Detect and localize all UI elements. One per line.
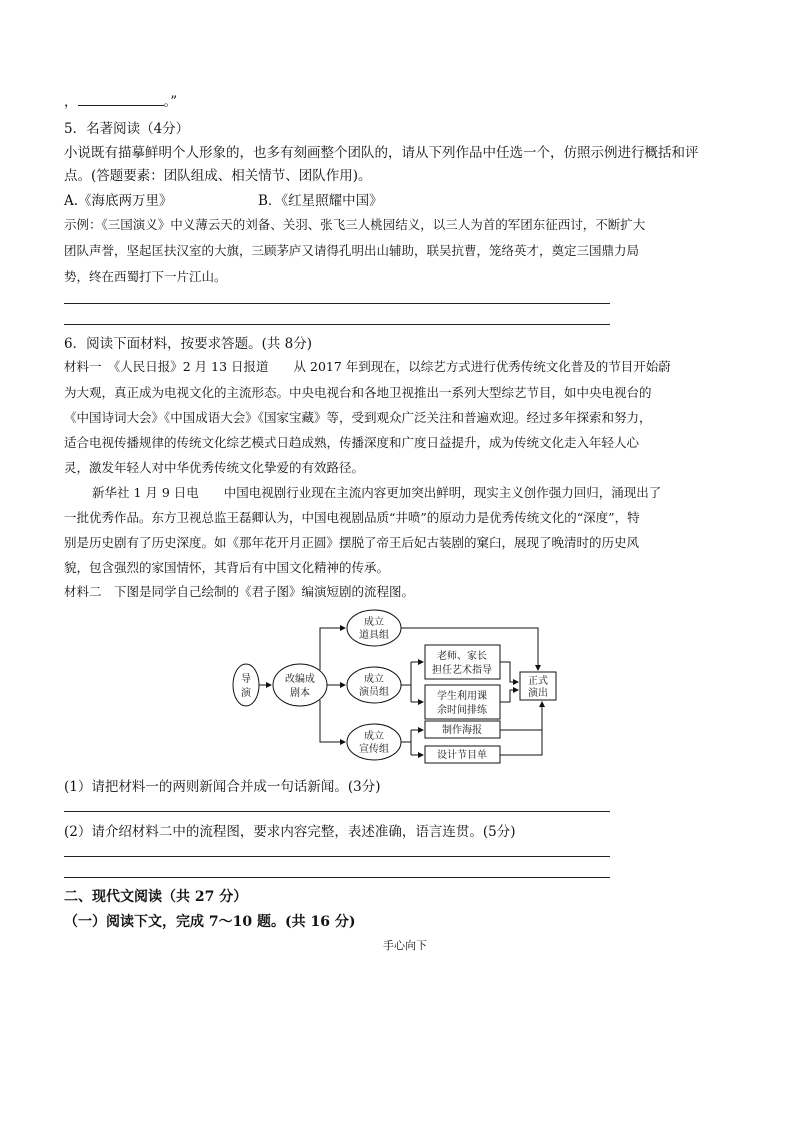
label-props-2: 道具组 <box>359 630 389 641</box>
q5-option-b: B．《红星照耀中国》 <box>258 193 383 209</box>
material1-line7: 一批优秀作品。东方卫视总监王磊卿认为，中国电视剧品质“井喷”的原动力是优秀传统文化的“深度”，特 <box>64 510 640 525</box>
q5-prompt-line1: 小说既有描摹鲜明个人形象的，也多有刻画整个团队的，请从下列作品中任选一个，仿照示例进行概括和评 <box>64 145 699 161</box>
label-adapt-1: 改编成 <box>285 674 315 685</box>
q5-title: 5．名著阅读（4分） <box>64 121 190 137</box>
comma: ， <box>64 94 78 110</box>
material1-line3: 《中国诗词大会》《中国成语大会》《国家宝藏》等，受到观众广泛关注和普遍欢迎。经过多年探索和努力， <box>64 410 652 425</box>
label-director-2: 演 <box>241 688 251 699</box>
answer-line[interactable] <box>64 303 610 304</box>
label-perform-2: 演出 <box>528 688 548 699</box>
label-publicity-1: 成立 <box>364 731 384 742</box>
label-publicity-2: 宣传组 <box>359 744 389 755</box>
material1-line2: 为大观，真正成为电视文化的主流形态。中央电视台和各地卫视推出一系列大型综艺节目，如中央电视台的 <box>64 385 652 400</box>
q5-example-line2: 团队声誉，坚起匡扶汉室的大旗，三顾茅庐又请得孔明出山辅助，联吴抗曹，笼络英才，奠定三国鼎力局 <box>64 243 640 258</box>
answer-line[interactable] <box>64 324 610 325</box>
q6-title: 6．阅读下面材料，按要求答题。(共 8分) <box>64 336 313 352</box>
label-actors-2: 演员组 <box>359 687 389 698</box>
q5-option-a: A.《海底两万里》 <box>64 193 173 209</box>
q5-example-line3: 势，终在西蜀打下一片江山。 <box>64 269 227 284</box>
section2-subtitle: （一）阅读下文，完成 7～10 题。(共 16 分) <box>64 914 356 930</box>
flowchart <box>228 604 558 764</box>
answer-line[interactable] <box>64 877 610 878</box>
label-director-1: 导 <box>241 674 251 685</box>
label-actors-1: 成立 <box>364 674 384 685</box>
material1-line1: 材料一 《人民日报》2 月 13 日报道 从 2017 年到现在，以综艺方式进行优秀传统文化普及的节目开始蔚 <box>64 359 671 374</box>
answer-line[interactable] <box>64 811 610 812</box>
q6-sub1: (1）请把材料一的两则新闻合并成一句话新闻。(3分) <box>64 779 381 795</box>
q5-example-line1: 示例：《三国演义》中义薄云天的刘备、关羽、张飞三人桃园结义，以三人为首的军团东征西讨，不断扩大 <box>64 217 646 232</box>
answer-line[interactable] <box>64 856 610 857</box>
material1-line8: 别是历史剧有了历史深度。如《那年花开月正圆》摆脱了帝王后妃古装剧的窠臼，展现了晚清时的历史风 <box>64 535 640 550</box>
closing-quote: 。” <box>163 94 178 110</box>
label-perform-1: 正式 <box>528 676 548 687</box>
q4-answer-tail <box>64 90 177 110</box>
section2-title: 二、现代文阅读（共 27 分） <box>64 889 248 905</box>
essay-title: 手心向下 <box>383 939 427 952</box>
node-adapt-script <box>273 664 327 706</box>
answer-blank[interactable] <box>78 93 164 106</box>
material1-line6: 新华社 1 月 9 日电 中国电视剧行业现在主流内容更加突出鲜明，现实主义创作强力回归，涌现出了 <box>92 485 662 500</box>
label-adapt-2: 剧本 <box>290 688 310 699</box>
label-program: 设计节目单 <box>437 750 487 761</box>
material1-line9: 貌，包含强烈的家国情怀，其背后有中国文化精神的传承。 <box>64 560 390 575</box>
label-props-1: 成立 <box>364 617 384 628</box>
material1-line4: 适合电视传播规律的传统文化综艺模式日趋成熟，传播深度和广度日益提升，成为传统文化走入年轻人心 <box>64 435 640 450</box>
material1-line5: 灵，激发年轻人对中华优秀传统文化挚爱的有效路径。 <box>64 460 365 475</box>
label-poster: 制作海报 <box>442 725 482 736</box>
label-student-1: 学生利用课 <box>437 691 487 702</box>
q6-sub2: (2）请介绍材料二中的流程图，要求内容完整，表述准确，语言连贯。(5分) <box>64 824 516 840</box>
label-teacher-2: 担任艺术指导 <box>432 665 492 676</box>
node-director <box>233 664 259 706</box>
label-student-2: 余时间排练 <box>437 705 487 716</box>
q5-prompt-line2: 点。(答题要素：团队组成、相关情节、团队作用)。 <box>64 168 372 184</box>
material2-intro: 材料二 下图是同学自己绘制的《君子图》编演短剧的流程图。 <box>64 584 415 599</box>
label-teacher-1: 老师、家长 <box>437 651 487 662</box>
